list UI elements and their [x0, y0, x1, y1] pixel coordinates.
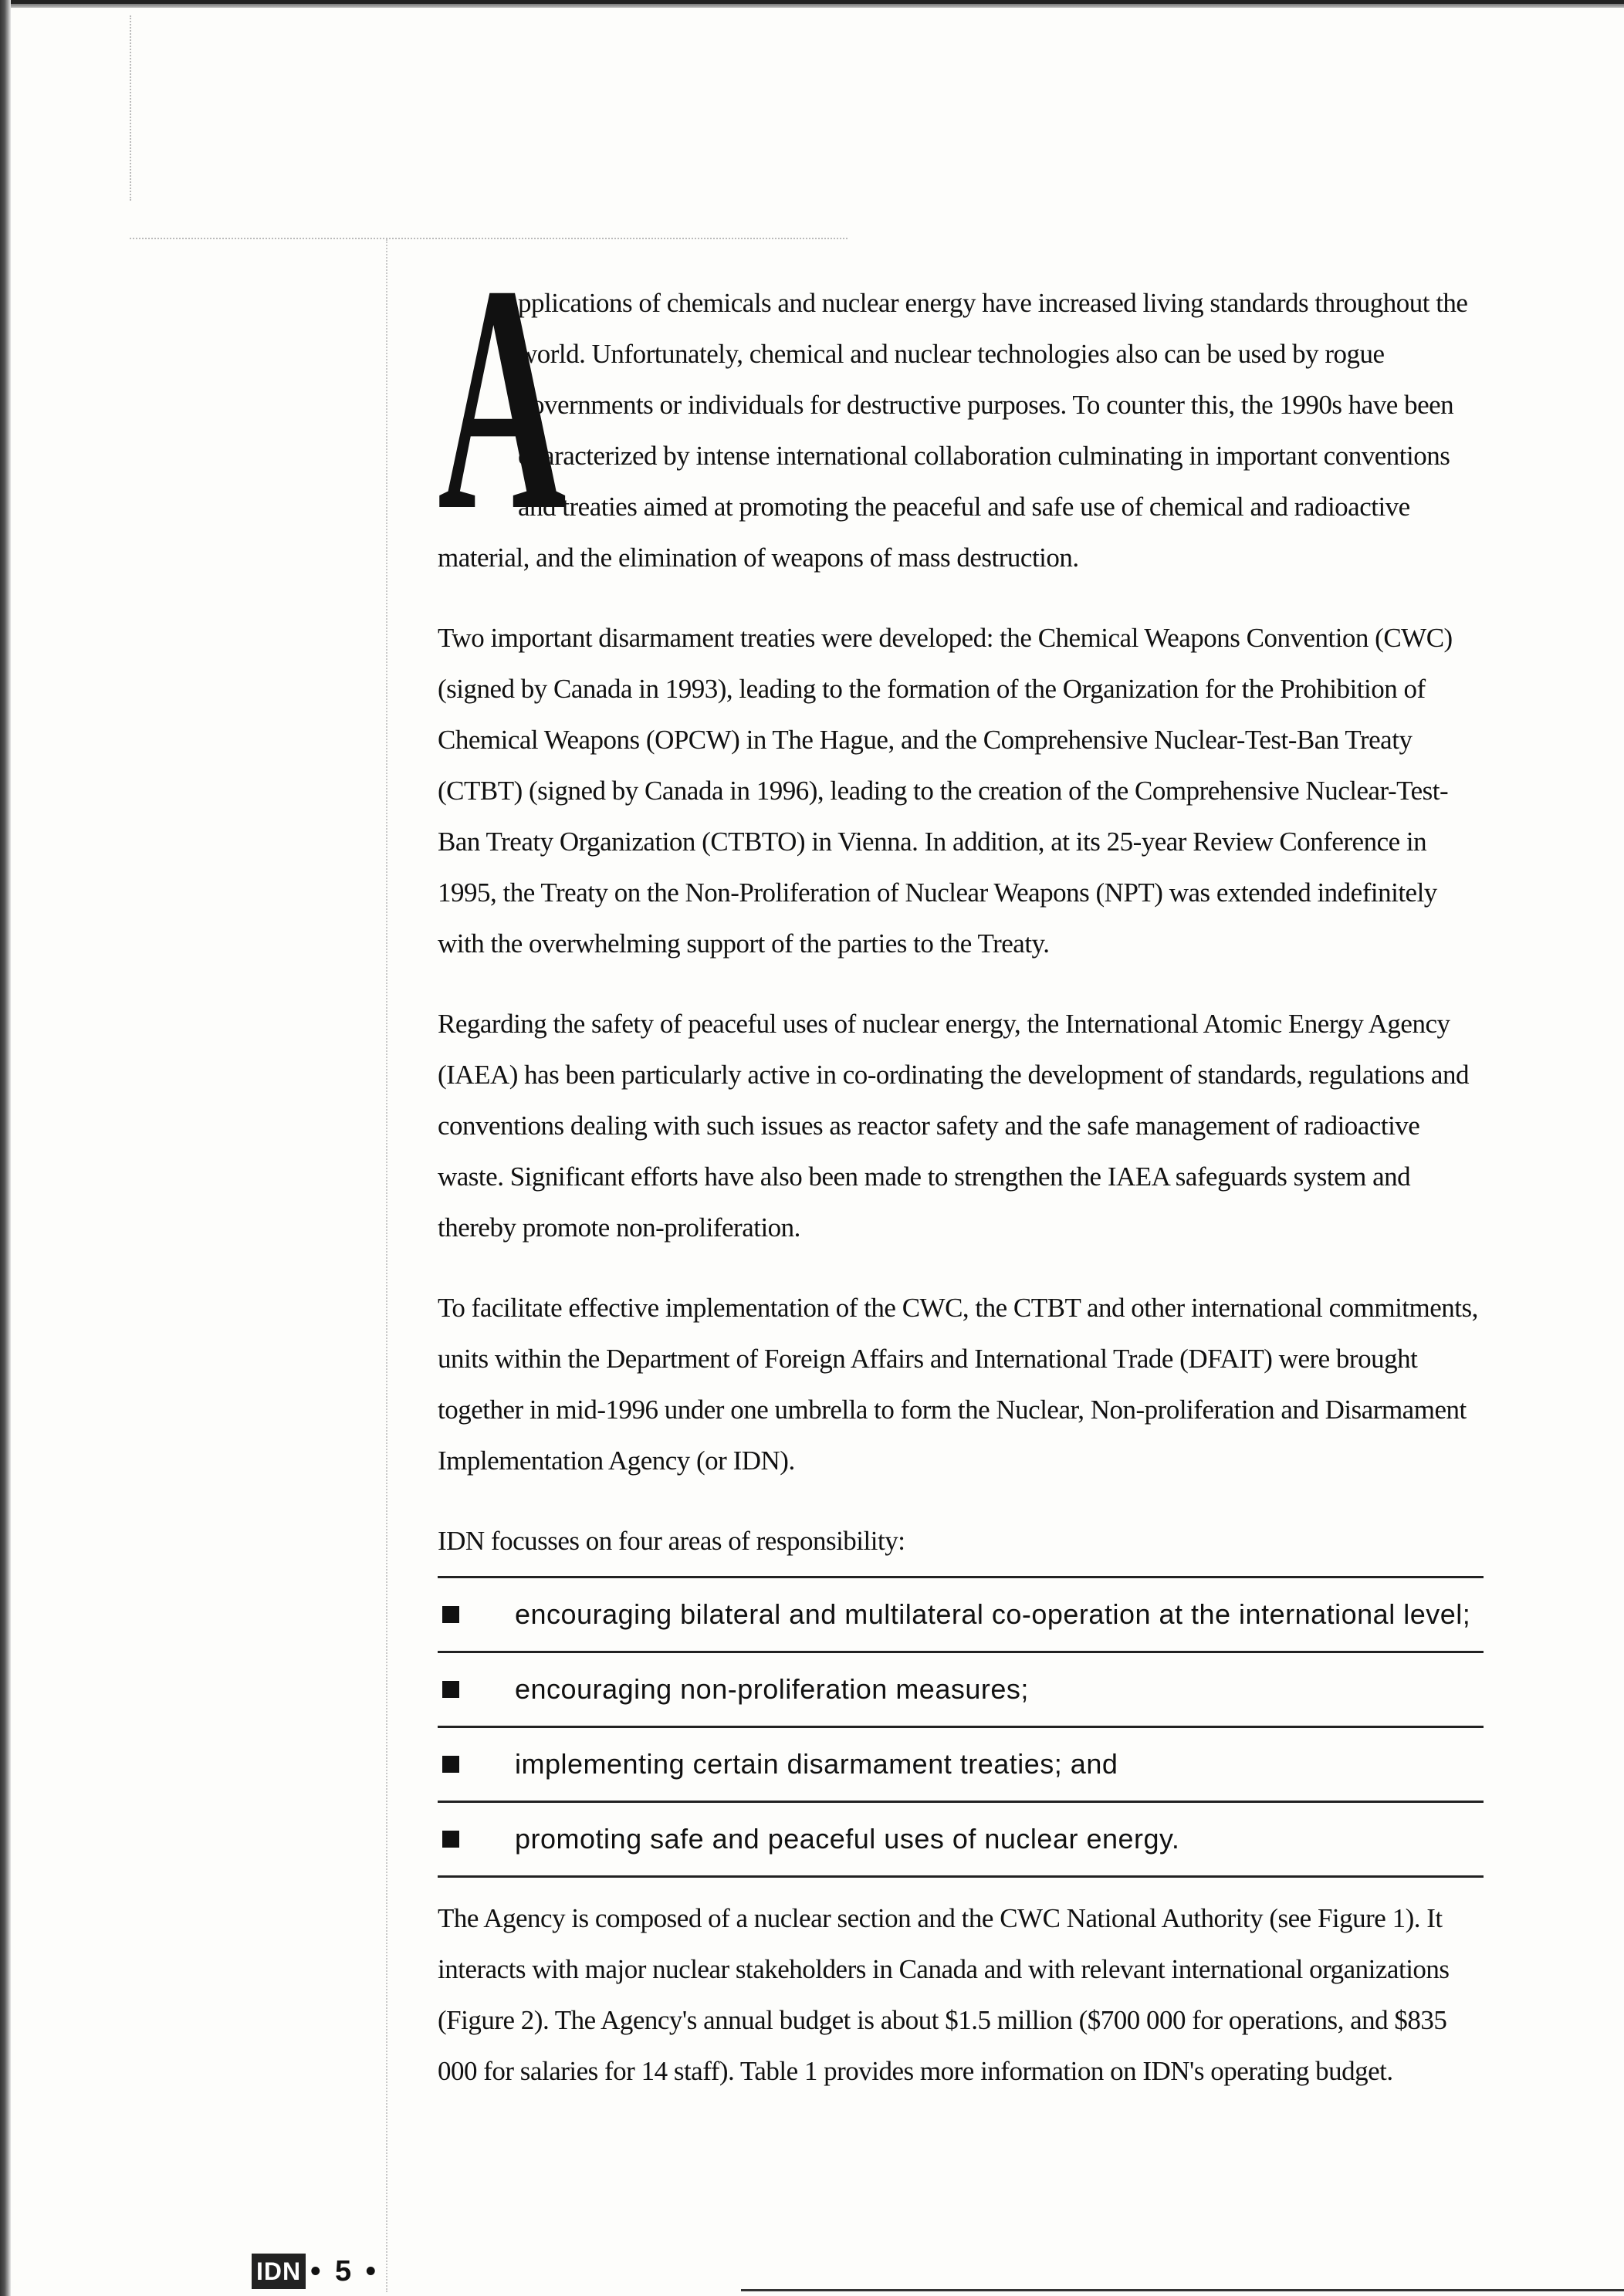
scan-bottom-rule [741, 2289, 1624, 2291]
list-item [438, 1803, 1484, 1878]
dropcap-container [438, 218, 567, 577]
idn-logo: IDN [252, 2254, 306, 2289]
scan-left-edge [0, 0, 11, 2296]
iaea-paragraph: Regarding the safety of peaceful uses of nuclear energy, the International Atomic Energy Agency (IAEA) has been particularly active in co-ordinating the development of standards, regulations and conventions dealing with such issues as reactor safety and the safe management of radioactive waste. Significant efforts have also been made to strengthen the IAEA safeguards system and thereby promote non-proliferation. [438, 1009, 1469, 1243]
page-content [438, 218, 1484, 2126]
page-number: • 5 • [310, 2254, 379, 2288]
list-item [438, 1653, 1484, 1728]
square-bullet-icon [442, 1681, 459, 1698]
scan-top-edge [0, 0, 1624, 8]
intro-text: pplications of chemicals and nuclear energy have increased living standards throughout the world. Unfortunately, chemical and nuclear technologies also can be used by rogue governments or individuals for destructive purposes. To counter this, the 1990s have been characterized by intense international collaboration culminating in important conventions and treaties aimed at promoting the peaceful and safe use of chemical and radioactive material, and the elimination of weapons of mass destruction. [438, 288, 1468, 573]
dropcap-letter: A [438, 218, 567, 577]
dotted-guide-margin [386, 239, 387, 2292]
list-item [438, 1578, 1484, 1653]
list-item-text: implementing certain disarmament treaties; and [515, 1748, 1118, 1780]
square-bullet-icon [442, 1756, 459, 1773]
agency-composition-paragraph: The Agency is composed of a nuclear section and the CWC National Authority (see Figure 1). It interacts with major nuclear stakeholders in Canada and with relevant international organizations (Figure 2). The Agency's annual budget is about $1.5 million ($700 000 for operations, and $835 000 for salaries for 14 staff). Table 1 provides more information on IDN's operating budget. [438, 1903, 1450, 2086]
responsibilities-list [438, 1576, 1484, 1878]
list-item [438, 1728, 1484, 1803]
treaties-paragraph: Two important disarmament treaties were developed: the Chemical Weapons Convention (CWC) (signed by Canada in 1993), leading to the formation of the Organization for the Prohibition of Chemical Weapons (OPCW) in The Hague, and the Comprehensive Nuclear-Test-Ban Treaty (CTBT) (signed by Canada in 1996), leading to the creation of the Comprehensive Nuclear-Test-Ban Treaty Organization (CTBTO) in Vienna. In addition, at its 25-year Review Conference in 1995, the Treaty on the Non-Proliferation of Nuclear Weapons (NPT) was extended indefinitely with the overwhelming support of the parties to the Treaty. [438, 623, 1453, 959]
square-bullet-icon [442, 1606, 459, 1623]
list-item-text: encouraging non-proliferation measures; [515, 1673, 1029, 1705]
page-footer [252, 2254, 379, 2289]
intro-paragraph [438, 218, 1484, 583]
list-item-text: encouraging bilateral and multilateral co-operation at the international level; [515, 1598, 1471, 1630]
idn-formation-paragraph: To facilitate effective implementation of the CWC, the CTBT and other international commitments, units within the Department of Foreign Affairs and International Trade (DFAIT) were brought together in mid-1996 under one umbrella to form the Nuclear, Non-proliferation and Disarmament Implementation Agency (or IDN). [438, 1293, 1478, 1476]
responsibilities-intro: IDN focusses on four areas of responsibility: [438, 1526, 905, 1556]
list-item-text: promoting safe and peaceful uses of nuclear energy. [515, 1823, 1180, 1855]
square-bullet-icon [442, 1831, 459, 1848]
dotted-guide-vertical [130, 15, 131, 201]
